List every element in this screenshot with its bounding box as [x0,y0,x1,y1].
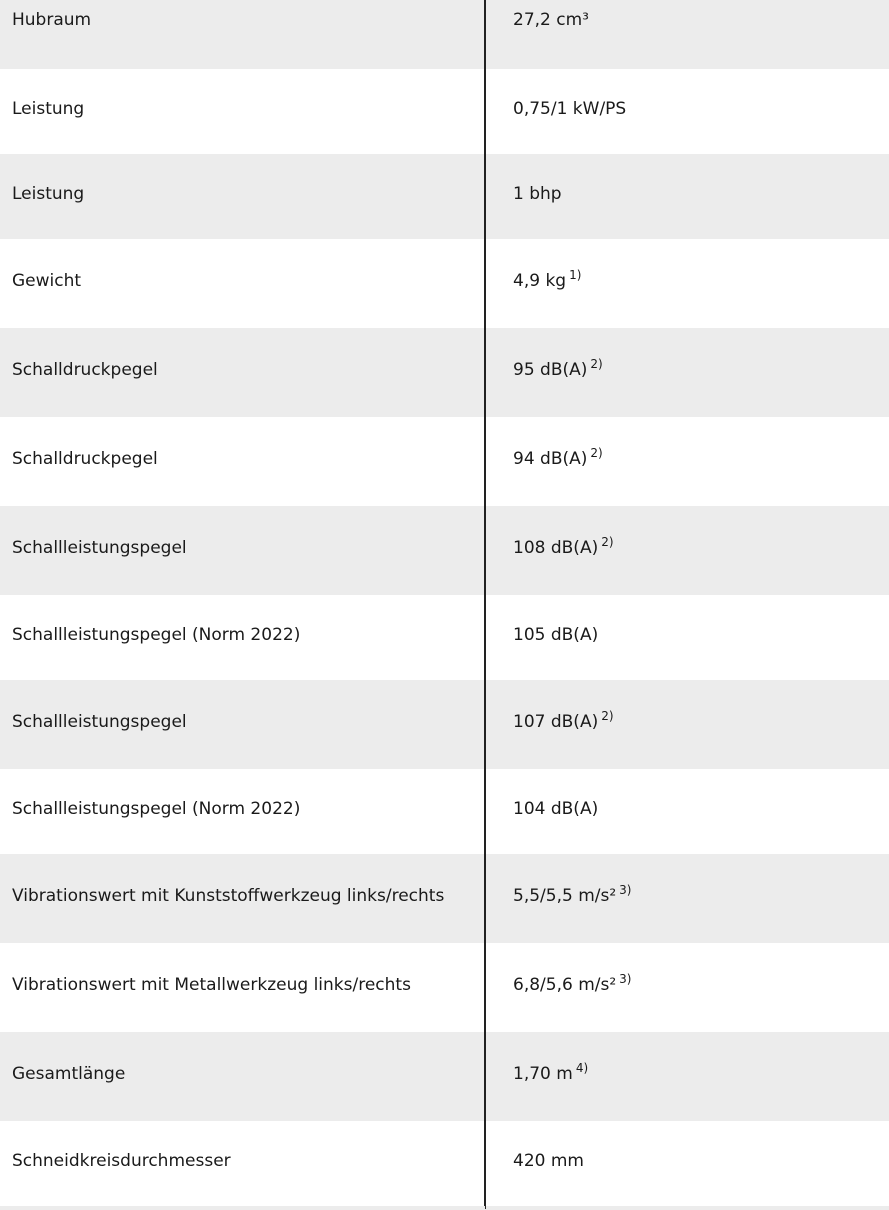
footnote-marker: 2) [601,709,614,724]
spec-value: 107 dB(A) [513,712,599,732]
spec-value-cell [485,595,889,680]
footnote-marker: 2) [590,357,603,372]
spec-label: Gewicht [0,239,485,328]
spec-value: 108 dB(A) [513,538,599,558]
spec-value: 4,9 kg [513,271,567,291]
spec-label: Leistung [0,154,485,239]
spec-value-cell [485,943,889,1032]
spec-row-hubraum [0,0,889,69]
footnote-marker: 2) [601,535,614,550]
spec-value: 1,70 m [513,1064,573,1084]
spec-label: Schallleistungspegel [0,680,485,769]
spec-value-cell [485,69,889,154]
spec-label: Schallleistungspegel (Norm 2022) [0,769,485,854]
spec-label: Gesamtlänge [0,1032,485,1121]
spec-label: Schallleistungspegel [0,506,485,595]
footnote-marker: 3) [619,883,632,898]
spec-value-cell [485,506,889,595]
spec-value-cell [485,1121,889,1206]
spec-value: 5,5/5,5 m/s² [513,886,617,906]
spec-value: 104 dB(A) [513,799,599,819]
spec-row-leistung-kw [0,69,889,154]
spec-value-cell [485,239,889,328]
spec-row-gesamtlaenge [0,1032,889,1121]
spec-value: 94 dB(A) [513,449,588,469]
spec-row-gewicht [0,239,889,328]
footnote-marker: 2) [590,446,603,461]
spec-row-schallleistungspegel-108 [0,506,889,595]
spec-value: 6,8/5,6 m/s² [513,975,617,995]
spec-label: Schalldruckpegel [0,417,485,506]
spec-value-cell [485,1032,889,1121]
spec-row-schneidkreisdurchmesser [0,1121,889,1206]
spec-value-cell [485,769,889,854]
spec-value: 27,2 cm³ [513,10,589,30]
spec-label: Schneidkreisdurchmesser [0,1121,485,1206]
spec-value: 0,75/1 kW/PS [513,99,627,119]
spec-value-cell [485,154,889,239]
spec-value-cell [485,854,889,943]
spec-row-schalldruckpegel-95 [0,328,889,417]
footnote-marker: 3) [619,972,632,987]
spec-value-cell [485,680,889,769]
spec-label: Leistung [0,69,485,154]
footnote-marker: 1) [569,268,582,283]
spec-value-cell [485,417,889,506]
spec-label: Vibrationswert mit Kunststoffwerkzeug links/rechts [0,854,485,943]
spec-row-schallleistungspegel-norm-105 [0,595,889,680]
spec-label: Schallleistungspegel (Norm 2022) [0,595,485,680]
spec-row-vibration-metall [0,943,889,1032]
spec-value-cell [485,328,889,417]
column-divider [485,0,486,1209]
spec-value: 105 dB(A) [513,625,599,645]
spec-label: Schalldruckpegel [0,328,485,417]
spec-row-schalldruckpegel-94 [0,417,889,506]
spec-label: Vibrationswert mit Metallwerkzeug links/rechts [0,943,485,1032]
spec-value: 1 bhp [513,184,562,204]
spec-value: 95 dB(A) [513,360,588,380]
spec-value-cell [485,0,889,69]
spec-row-vibration-kunststoff [0,854,889,943]
spec-row-schallleistungspegel-norm-104 [0,769,889,854]
spec-row-leistung-bhp [0,154,889,239]
footnote-marker: 4) [575,1061,589,1076]
spec-row-schallleistungspegel-107 [0,680,889,769]
spec-label: Hubraum [0,0,485,69]
spec-value: 420 mm [513,1151,584,1171]
next-row-edge [0,1206,889,1210]
